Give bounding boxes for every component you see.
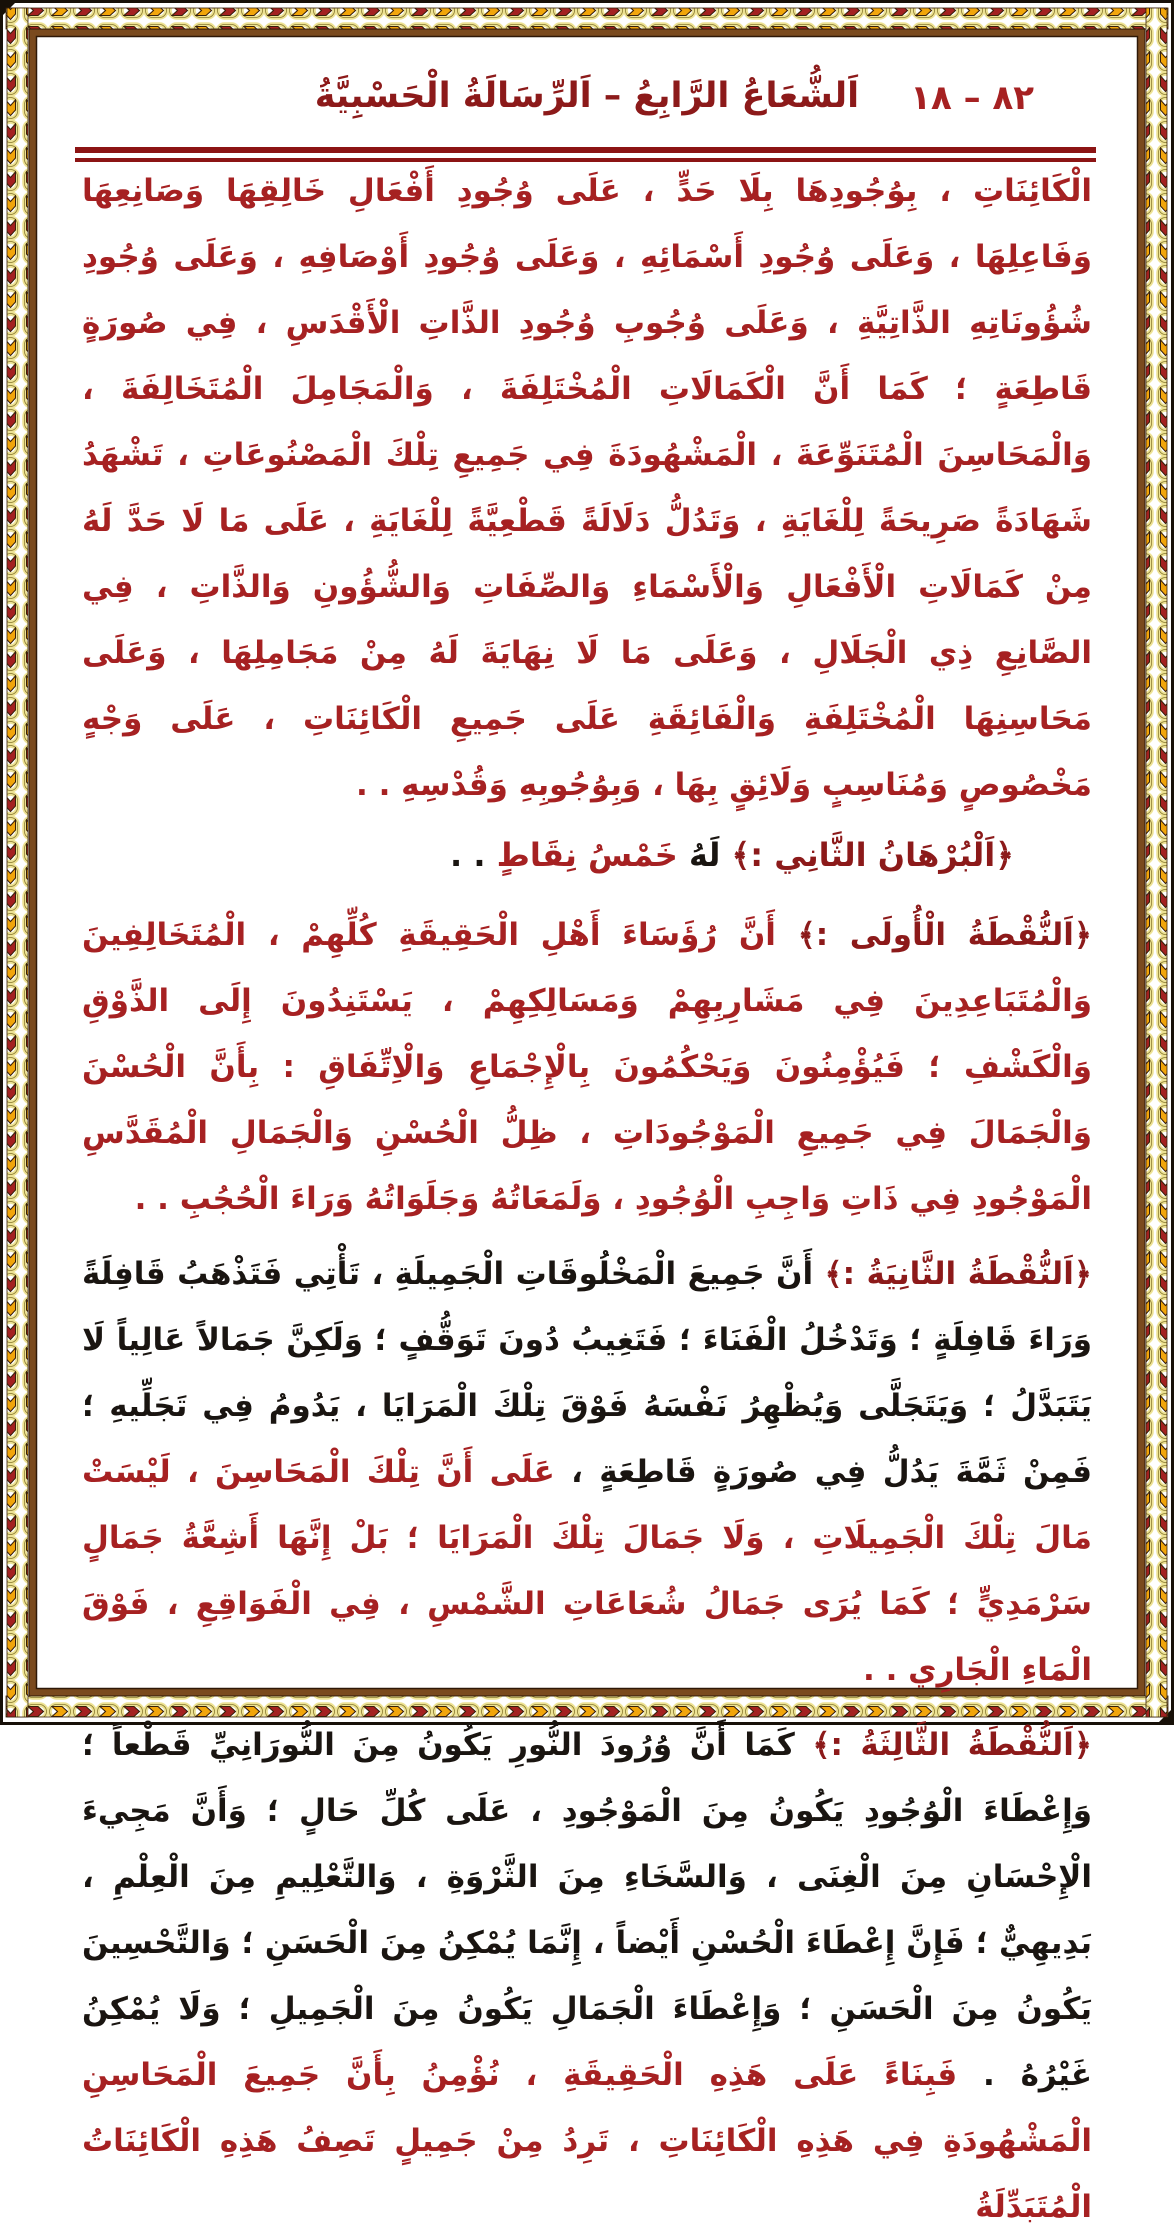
text-segment: ﴿اَلْبُرْهَانُ الثَّانِي :﴾ — [720, 836, 1014, 874]
text-segment: ﴿اَلنُّقْطَةُ الثَّالِثَةُ :﴾ — [794, 1727, 1092, 1763]
paragraph-continuation — [82, 158, 1092, 818]
text-segment: عَلَى أَنَّ تِلْكَ الْمَحَاسِنَ ، لَيْسَتْ مَالَ تِلْكَ الْجَمِيلَاتِ ، وَلَا جَمَالَ تِلْكَ الْمَرَايَا ؛ بَلْ إِنَّهَا أَشِعَّةُ جَمَالٍ سَرْمَدِيٍّ ؛ كَمَا يُرَى جَمَالُ شُعَاعَاتِ الشَّمْسِ ، فِي الْفَوَاقِعِ ، فَوْقَ الْمَاءِ الْجَارِي . . — [82, 1454, 1092, 1688]
paragraph-point-3 — [82, 1712, 1092, 2240]
text-segment: خَمْسُ نِقَاطٍ — [485, 836, 678, 874]
page-title: اَلشُّعَاعُ الرَّابِعُ – اَلرِّسَالَةُ الْحَسْبِيَّةُ — [314, 76, 860, 116]
paragraph-burhan-heading — [82, 822, 1092, 888]
text-segment: ﴿اَلنُّقْطَةُ الْأُولَى :﴾ — [775, 917, 1093, 953]
text-segment: أَنَّ جَمِيعَ الْمَخْلُوقَاتِ الْجَمِيلَةِ ، تَأْتِي فَتَذْهَبُ قَافِلَةً وَرَاءَ قَافِلَةٍ ؛ وَتَدْخُلُ الْفَنَاءَ ؛ فَتَغِيبُ دُونَ تَوَقُّفٍ ؛ وَلَكِنَّ جَمَالاً عَالِياً لَا يَتَبَدَّلُ ؛ وَيَتَجَلَّى وَيُظْهِرُ نَفْسَهُ فَوْقَ تِلْكَ الْمَرَايَا ، يَدُومُ فِي تَجَلِّيهِ ؛ فَمِنْ ثَمَّةَ يَدُلُّ فِي صُورَةٍ قَاطِعَةٍ ، — [82, 1256, 1092, 1490]
page-number: ٨٢ – ١٨ — [910, 78, 1034, 118]
text-segment: كَمَا أَنَّ وُرُودَ النُّورِ يَكُونُ مِنَ النُّورَانِيِّ قَطْعاً ؛ وَإِعْطَاءَ الْوُجُودِ يَكُونُ مِنَ الْمَوْجُودِ ، عَلَى كُلِّ حَالٍ ؛ وَأَنَّ مَجِيءَ الْإِحْسَانِ مِنَ الْغِنَى ، وَالسَّخَاءِ مِنَ الثَّرْوَةِ ، وَالتَّعْلِيمِ مِنَ الْعِلْمِ ، بَدِيهِيٌّ ؛ فَإِنَّ إِعْطَاءَ الْحُسْنِ أَيْضاً ، إِنَّمَا يُمْكِنُ مِنَ الْحَسَنِ ؛ وَالتَّحْسِينَ يَكُونُ مِنَ الْحَسَنِ ؛ وَإِعْطَاءَ الْجَمَالِ يَكُونُ مِنَ الْجَمِيلِ ؛ وَلَا يُمْكِنُ غَيْرُهُ . — [82, 1727, 1092, 2093]
body-text — [82, 158, 1092, 2240]
header-rule-top — [75, 147, 1096, 153]
text-segment: فَبِنَاءً عَلَى هَذِهِ الْحَقِيقَةِ ، نُؤْمِنُ بِأَنَّ جَمِيعَ الْمَحَاسِنِ الْمَشْهُودَةِ فِي هَذِهِ الْكَائِنَاتِ ، تَرِدُ مِنْ جَمِيلٍ تَصِفُ هَذِهِ الْكَائِنَاتُ الْمُتَبَدِّلَةُ — [82, 2057, 1092, 2225]
paragraph-point-1 — [82, 902, 1092, 1232]
text-segment: لَهُ — [677, 836, 721, 874]
text-segment: . . — [450, 836, 486, 874]
paragraph-point-2 — [82, 1241, 1092, 1703]
text-segment: ﴿اَلنُّقْطَةُ الثَّانِيَةُ :﴾ — [813, 1256, 1092, 1292]
text-segment: أَنَّ رُؤَسَاءَ أَهْلِ الْحَقِيقَةِ كُلِّهِمْ ، الْمُتَخَالِفِينَ وَالْمُتَبَاعِدِينَ فِي مَشَارِبِهِمْ وَمَسَالِكِهِمْ ، يَسْتَنِدُونَ إِلَى الذَّوْقِ وَالْكَشْفِ ؛ فَيُؤْمِنُونَ وَيَحْكُمُونَ بِالْإِجْمَاعِ وَالْاِتِّفَاقِ : بِأَنَّ الْحُسْنَ وَالْجَمَالَ فِي جَمِيعِ الْمَوْجُودَاتِ ، ظِلُّ الْحُسْنِ وَالْجَمَالِ الْمُقَدَّسِ الْمَوْجُودِ فِي ذَاتِ وَاجِبِ الْوُجُودِ ، وَلَمَعَاتُهُ وَجَلَوَاتُهُ وَرَاءَ الْحُجُبِ . . — [82, 917, 1092, 1217]
text-segment: الْكَائِنَاتِ ، بِوُجُودِهَا بِلَا حَدٍّ ، عَلَى وُجُودِ أَفْعَالِ خَالِقِهَا وَصَانِعِهَا وَفَاعِلِهَا ، وَعَلَى وُجُودِ أَسْمَائِهِ ، وَعَلَى وُجُودِ أَوْصَافِهِ ، وَعَلَى وُجُودِ شُؤُونَاتِهِ الذَّاتِيَّةِ ، وَعَلَى وُجُوبِ وُجُودِ الذَّاتِ الْأَقْدَسِ ، فِي صُورَةٍ قَاطِعَةٍ ؛ كَمَا أَنَّ الْكَمَالَاتِ الْمُخْتَلِفَةَ ، وَالْمَجَامِلَ الْمُتَخَالِفَةَ ، وَالْمَحَاسِنَ الْمُتَنَوِّعَةَ ، الْمَشْهُودَةَ فِي جَمِيعِ تِلْكَ الْمَصْنُوعَاتِ ، تَشْهَدُ شَهَادَةً صَرِيحَةً لِلْغَايَةِ ، وَتَدُلُّ دَلَالَةً قَطْعِيَّةً لِلْغَايَةِ ، عَلَى مَا لَا حَدَّ لَهُ مِنْ كَمَالَاتِ الْأَفْعَالِ وَالْأَسْمَاءِ وَالصِّفَاتِ وَالشُّؤُونِ وَالذَّاتِ ، فِي الصَّانِعِ ذِي الْجَلَالِ ، وَعَلَى مَا لَا نِهَايَةَ لَهُ مِنْ مَجَامِلِهَا ، وَعَلَى مَحَاسِنِهَا الْمُخْتَلِفَةِ وَالْفَائِقَةِ عَلَى جَمِيعِ الْكَائِنَاتِ ، عَلَى وَجْهٍ مَخْصُوصٍ وَمُنَاسِبٍ وَلَائِقٍ بِهَا ، وَبِوُجُوبِهِ وَقُدْسِهِ . . — [82, 173, 1092, 803]
